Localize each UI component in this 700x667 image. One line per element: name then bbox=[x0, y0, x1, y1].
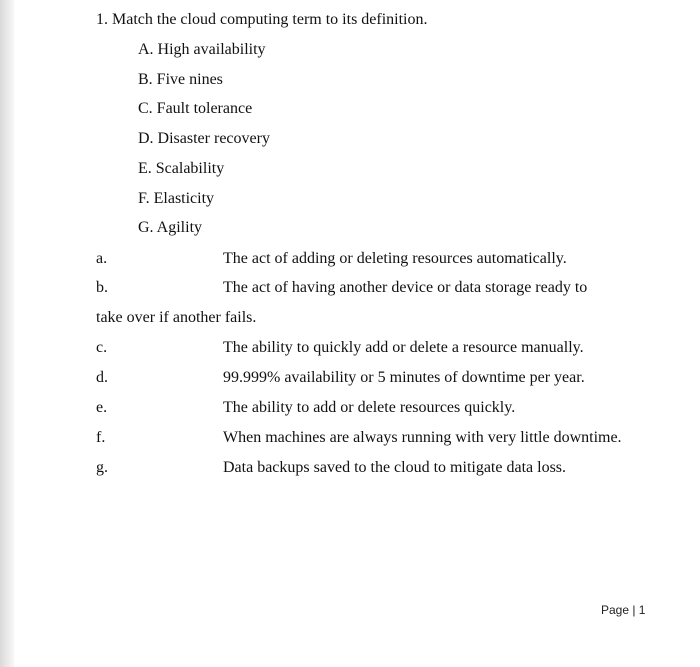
definition-text-f: When machines are always running with very little downtime. bbox=[223, 429, 622, 446]
term-option-f: F. Elasticity bbox=[138, 190, 215, 207]
definition-letter-g: g. bbox=[96, 459, 108, 476]
definition-text-d: 99.999% availability or 5 minutes of downtime per year. bbox=[223, 369, 585, 386]
term-option-g: G. Agility bbox=[138, 219, 203, 236]
definition-text-b-continuation: take over if another fails. bbox=[96, 309, 257, 326]
term-option-c: C. Fault tolerance bbox=[138, 100, 253, 117]
definition-letter-b: b. bbox=[96, 279, 108, 296]
definition-text-e: The ability to add or delete resources quickly. bbox=[223, 399, 516, 416]
definition-letter-a: a. bbox=[96, 250, 108, 267]
definition-text-g: Data backups saved to the cloud to mitigate data loss. bbox=[223, 459, 567, 476]
definition-letter-c: c. bbox=[96, 339, 108, 356]
document-page bbox=[14, 0, 700, 667]
question-heading: 1. Match the cloud computing term to its definition. bbox=[96, 11, 428, 28]
definition-text-b: The act of having another device or data storage ready to bbox=[223, 279, 588, 296]
term-option-e: E. Scalability bbox=[138, 160, 225, 177]
term-option-a: A. High availability bbox=[138, 41, 266, 58]
definition-letter-e: e. bbox=[96, 399, 108, 416]
definition-letter-f: f. bbox=[96, 429, 106, 446]
page-edge-shadow bbox=[0, 0, 14, 667]
page-number-footer: Page | 1 bbox=[601, 603, 646, 617]
definition-text-a: The act of adding or deleting resources automatically. bbox=[223, 250, 567, 267]
term-option-b: B. Five nines bbox=[138, 71, 223, 88]
term-option-d: D. Disaster recovery bbox=[138, 130, 270, 147]
definition-text-c: The ability to quickly add or delete a resource manually. bbox=[223, 339, 584, 356]
definition-letter-d: d. bbox=[96, 369, 108, 386]
